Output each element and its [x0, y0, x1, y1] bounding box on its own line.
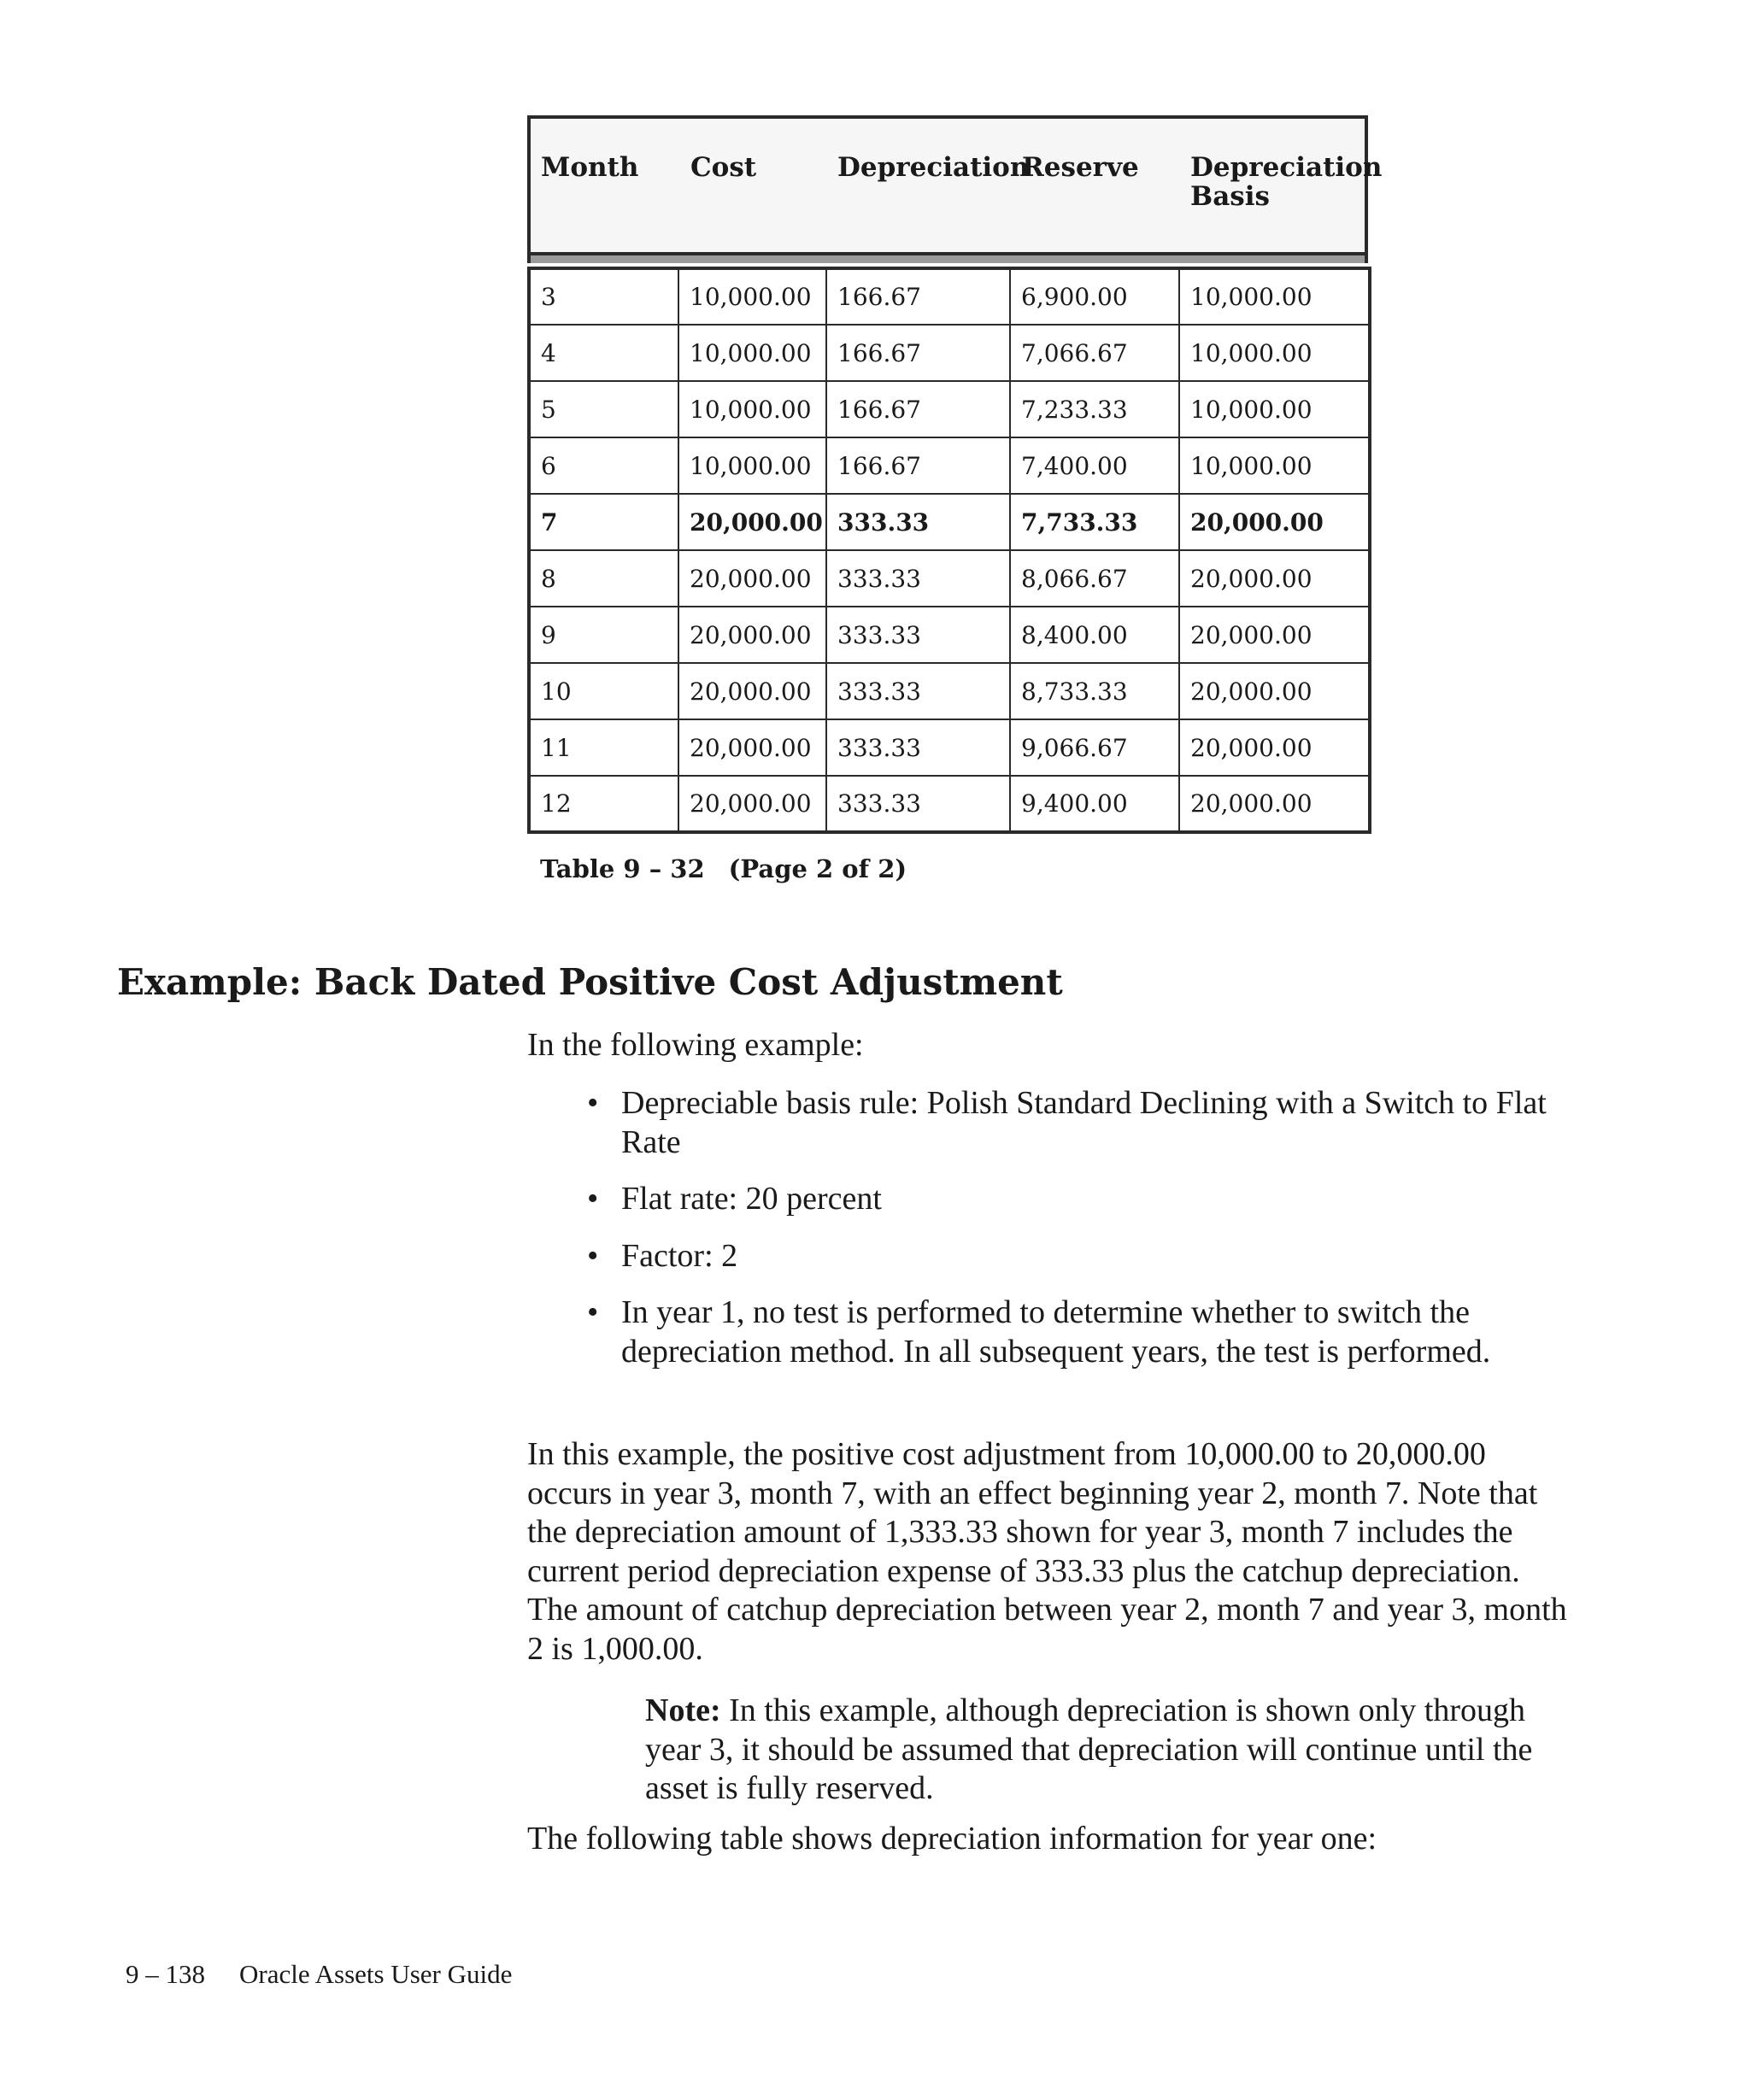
header-separator [527, 255, 1368, 263]
cell-month: 3 [529, 268, 678, 325]
cell-depreciation: 166.67 [826, 268, 1010, 325]
cell-depreciation-basis: 20,000.00 [1179, 494, 1370, 550]
table-caption [540, 854, 907, 883]
cell-reserve: 6,900.00 [1010, 268, 1179, 325]
cell-month: 9 [529, 607, 678, 663]
depreciation-table [527, 115, 1383, 834]
cell-depreciation-basis: 10,000.00 [1179, 268, 1370, 325]
closing-text: The following table shows depreciation information for year one: [527, 1821, 1377, 1857]
cell-cost: 20,000.00 [678, 776, 826, 832]
cell-cost: 10,000.00 [678, 437, 826, 494]
page-number: 9 – 138 [126, 1959, 205, 1989]
cell-cost: 20,000.00 [678, 607, 826, 663]
cell-depreciation: 333.33 [826, 494, 1010, 550]
cell-depreciation-basis: 20,000.00 [1179, 550, 1370, 607]
bullet-text: Factor: 2 [621, 1237, 738, 1274]
header-cost: Cost [690, 152, 757, 183]
cell-month: 8 [529, 550, 678, 607]
cell-reserve: 7,233.33 [1010, 381, 1179, 437]
cell-depreciation: 166.67 [826, 437, 1010, 494]
cell-cost: 10,000.00 [678, 268, 826, 325]
list-item [527, 1237, 1570, 1276]
table-row [529, 776, 1370, 832]
table-row [529, 268, 1370, 325]
header-depreciation: Depreciation [837, 152, 1030, 183]
cell-cost: 20,000.00 [678, 494, 826, 550]
cell-cost: 20,000.00 [678, 663, 826, 719]
cell-depreciation: 333.33 [826, 607, 1010, 663]
cell-month: 12 [529, 776, 678, 832]
cell-cost: 10,000.00 [678, 381, 826, 437]
cell-depreciation: 333.33 [826, 776, 1010, 832]
cell-reserve: 7,066.67 [1010, 325, 1179, 381]
cell-month: 7 [529, 494, 678, 550]
bullet-icon: • [587, 1237, 599, 1274]
caption-label: Table 9 – 32 [540, 854, 705, 883]
table-row [529, 663, 1370, 719]
cell-depreciation-basis: 20,000.00 [1179, 663, 1370, 719]
cell-cost: 10,000.00 [678, 325, 826, 381]
cell-depreciation-basis: 20,000.00 [1179, 776, 1370, 832]
caption-page: (Page 2 of 2) [728, 854, 907, 883]
list-item [527, 1180, 1570, 1219]
intro-text: In the following example: [527, 1027, 864, 1063]
table-row [529, 381, 1370, 437]
cell-reserve: 7,400.00 [1010, 437, 1179, 494]
cell-depreciation-basis: 10,000.00 [1179, 437, 1370, 494]
bullet-text: In year 1, no test is performed to determine whether to switch the depreciation method. In all subsequent years, the test is performed. [621, 1294, 1491, 1370]
cell-reserve: 9,066.67 [1010, 719, 1179, 776]
bullet-text: Flat rate: 20 percent [621, 1181, 882, 1217]
bullet-icon: • [587, 1085, 599, 1121]
list-item [527, 1084, 1570, 1162]
cell-cost: 20,000.00 [678, 719, 826, 776]
cell-month: 5 [529, 381, 678, 437]
cell-reserve: 7,733.33 [1010, 494, 1179, 550]
cell-month: 6 [529, 437, 678, 494]
note-block [645, 1692, 1568, 1809]
cell-depreciation-basis: 20,000.00 [1179, 607, 1370, 663]
table-row [529, 550, 1370, 607]
explanation-paragraph: In this example, the positive cost adjustment from 10,000.00 to 20,000.00 occurs in year 3, month 7, with an effect beginning year 2, month 7. Note that the depreciation amount of 1,333.33 shown for year 3, month 7 includes the current period depreciation expense of 333.33 plus the catchup depreciation. The amount of catchup depreciation between year 2, month 7 and year 3, month 2 is 1,000.00. [527, 1436, 1567, 1667]
cell-reserve: 8,733.33 [1010, 663, 1179, 719]
header-depreciation-basis [1190, 153, 1382, 211]
header-reserve: Reserve [1022, 152, 1139, 183]
cell-depreciation: 333.33 [826, 719, 1010, 776]
cell-month: 4 [529, 325, 678, 381]
table-row [529, 719, 1370, 776]
cell-depreciation: 333.33 [826, 663, 1010, 719]
page-footer [126, 1959, 512, 1990]
book-title: Oracle Assets User Guide [239, 1959, 513, 1989]
table-header [527, 115, 1383, 255]
cell-depreciation: 166.67 [826, 381, 1010, 437]
cell-month: 11 [529, 719, 678, 776]
cell-reserve: 8,066.67 [1010, 550, 1179, 607]
bullet-list [527, 1084, 1570, 1389]
section-heading: Example: Back Dated Positive Cost Adjustment [117, 961, 1063, 1003]
cell-depreciation: 166.67 [826, 325, 1010, 381]
note-label: Note: [645, 1692, 721, 1728]
cell-depreciation-basis: 10,000.00 [1179, 381, 1370, 437]
table-body [527, 267, 1371, 834]
header-depreciation-basis-line2: Basis [1190, 181, 1270, 212]
cell-reserve: 8,400.00 [1010, 607, 1179, 663]
table-row [529, 607, 1370, 663]
header-depreciation-basis-line1: Depreciation [1190, 152, 1383, 183]
cell-depreciation-basis: 20,000.00 [1179, 719, 1370, 776]
bullet-icon: • [587, 1181, 599, 1217]
list-item [527, 1293, 1570, 1371]
cell-depreciation-basis: 10,000.00 [1179, 325, 1370, 381]
note-text: In this example, although depreciation is shown only through year 3, it should be assumed that depreciation will continue until the asset is fully reserved. [645, 1692, 1533, 1806]
cell-depreciation: 333.33 [826, 550, 1010, 607]
table-row [529, 494, 1370, 550]
bullet-text: Depreciable basis rule: Polish Standard Declining with a Switch to Flat Rate [621, 1085, 1547, 1160]
cell-month: 10 [529, 663, 678, 719]
cell-reserve: 9,400.00 [1010, 776, 1179, 832]
header-month: Month [541, 152, 639, 183]
bullet-icon: • [587, 1294, 599, 1330]
table-row [529, 437, 1370, 494]
cell-cost: 20,000.00 [678, 550, 826, 607]
table-row [529, 325, 1370, 381]
